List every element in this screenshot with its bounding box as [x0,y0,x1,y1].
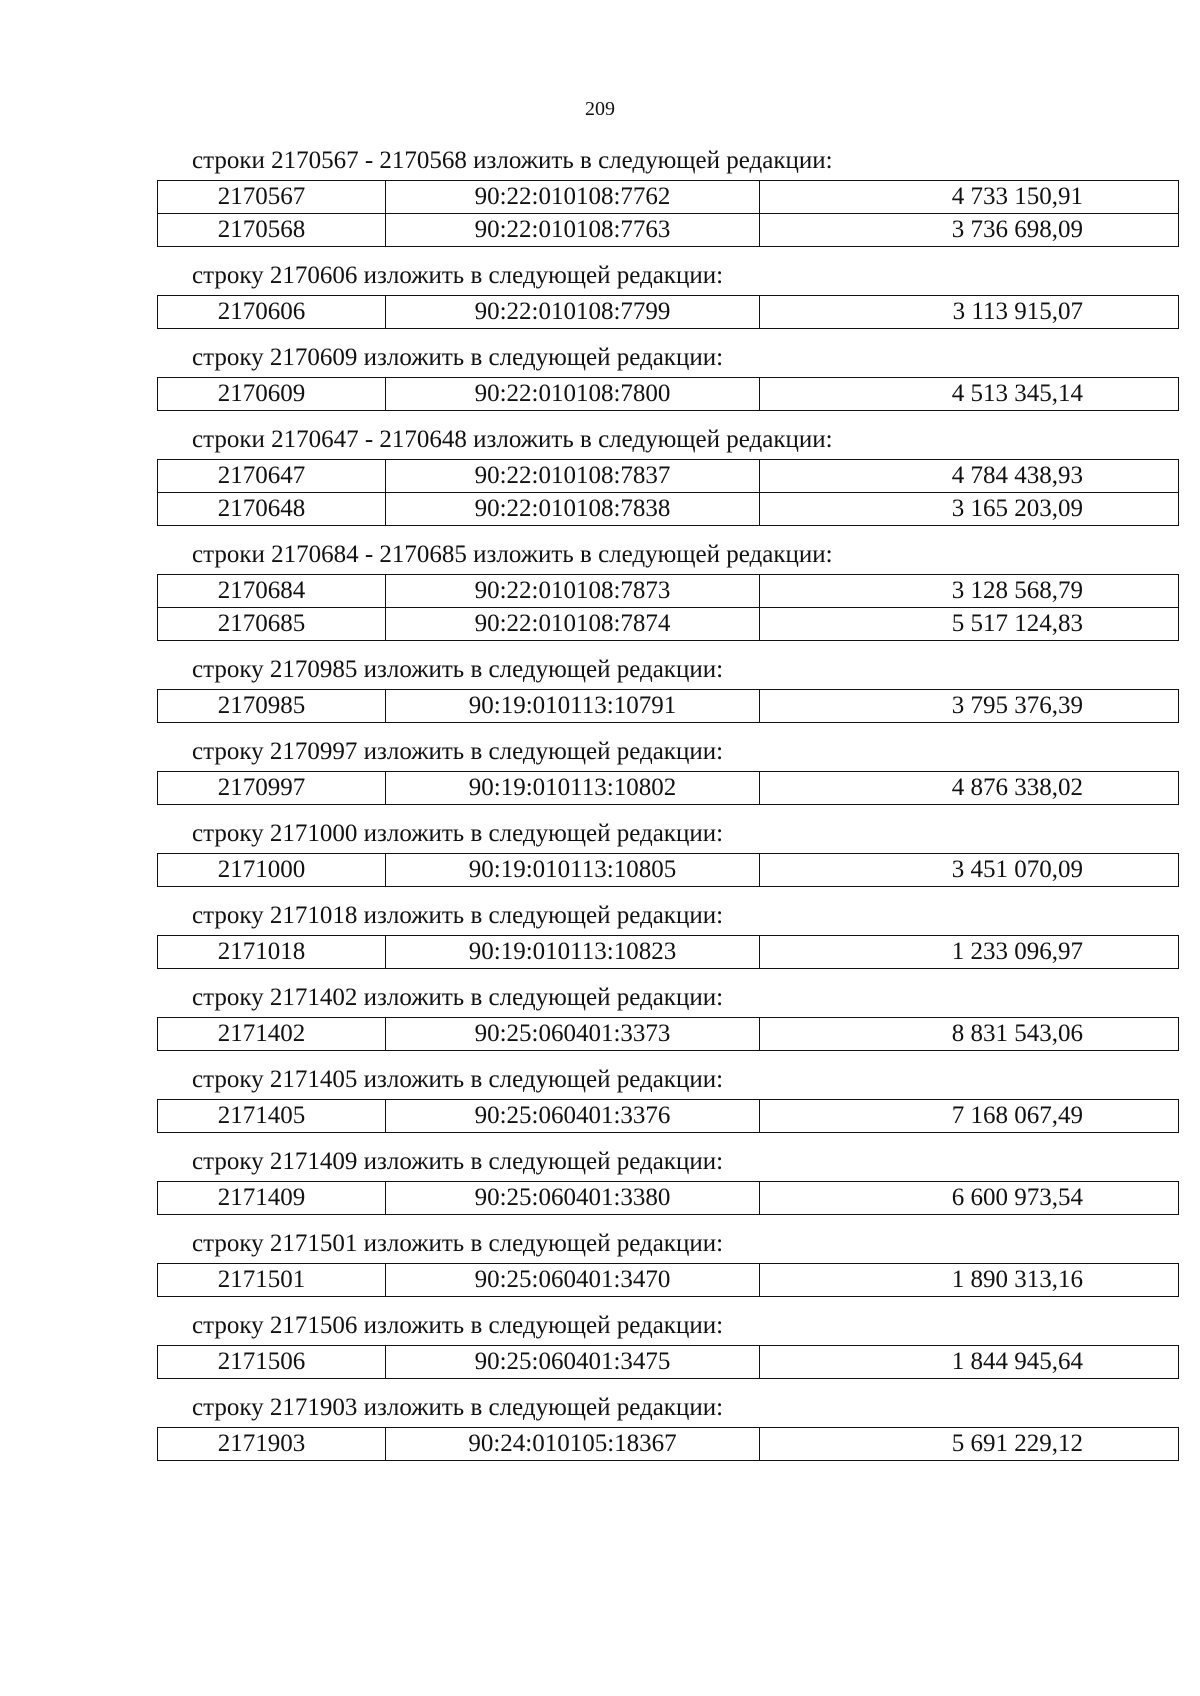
amendment-section [157,261,1083,329]
row-number-cell: 2171405 [158,1100,386,1133]
table-row [158,1264,1179,1297]
table-row [158,493,1179,526]
cadastral-number-cell: 90:25:060401:3470 [386,1264,760,1297]
table-row [158,460,1179,493]
document-body [157,146,1083,1475]
value-cell: 3 736 698,09 [760,214,1179,247]
row-number-cell: 2170609 [158,378,386,411]
table-row [158,1346,1179,1379]
table-row [158,296,1179,329]
cadastral-number-cell: 90:19:010113:10823 [386,936,760,969]
amendment-intro: строку 2170997 изложить в следующей редакции: [192,738,724,765]
amendment-intro: строку 2171501 изложить в следующей редакции: [192,1230,724,1257]
amendment-section [157,425,1083,526]
table-row [158,1018,1179,1051]
row-number-cell: 2170684 [158,575,386,608]
amendment-section [157,901,1083,969]
amendment-intro: строку 2170985 изложить в следующей редакции: [192,656,724,683]
row-number-cell: 2170985 [158,690,386,723]
table-row [158,690,1179,723]
cadastral-number-cell: 90:22:010108:7838 [386,493,760,526]
amendment-table [157,1263,1179,1297]
row-number-cell: 2170997 [158,772,386,805]
amendment-section [157,655,1083,723]
cadastral-number-cell: 90:25:060401:3475 [386,1346,760,1379]
value-cell: 4 513 345,14 [760,378,1179,411]
value-cell: 8 831 543,06 [760,1018,1179,1051]
cadastral-number-cell: 90:22:010108:7873 [386,575,760,608]
cadastral-number-cell: 90:19:010113:10802 [386,772,760,805]
amendment-intro: строку 2171405 изложить в следующей редакции: [192,1066,724,1093]
row-number-cell: 2170685 [158,608,386,641]
value-cell: 5 517 124,83 [760,608,1179,641]
row-number-cell: 2170648 [158,493,386,526]
amendment-intro: строки 2170567 - 2170568 изложить в следующей редакции: [192,147,833,174]
table-row [158,1100,1179,1133]
value-cell: 7 168 067,49 [760,1100,1179,1133]
cadastral-number-cell: 90:24:010105:18367 [386,1428,760,1461]
amendment-intro: строку 2171000 изложить в следующей редакции: [192,820,724,847]
amendment-section [157,737,1083,805]
amendment-section [157,1229,1083,1297]
amendment-intro: строки 2170647 - 2170648 изложить в следующей редакции: [192,426,833,453]
amendment-intro: строку 2171402 изложить в следующей редакции: [192,984,724,1011]
cadastral-number-cell: 90:19:010113:10791 [386,690,760,723]
amendment-table [157,1427,1179,1461]
value-cell: 3 165 203,09 [760,493,1179,526]
amendment-table [157,1181,1179,1215]
cadastral-number-cell: 90:22:010108:7874 [386,608,760,641]
amendment-section [157,1393,1083,1461]
cadastral-number-cell: 90:22:010108:7762 [386,181,760,214]
cadastral-number-cell: 90:19:010113:10805 [386,854,760,887]
cadastral-number-cell: 90:25:060401:3380 [386,1182,760,1215]
amendment-intro: строку 2171409 изложить в следующей редакции: [192,1148,724,1175]
row-number-cell: 2170567 [158,181,386,214]
amendment-table [157,459,1179,526]
value-cell: 3 113 915,07 [760,296,1179,329]
cadastral-number-cell: 90:25:060401:3373 [386,1018,760,1051]
amendment-section [157,343,1083,411]
amendment-section [157,819,1083,887]
amendment-table [157,377,1179,411]
amendment-table [157,574,1179,641]
amendment-section [157,983,1083,1051]
value-cell: 4 784 438,93 [760,460,1179,493]
amendment-table [157,771,1179,805]
value-cell: 1 844 945,64 [760,1346,1179,1379]
table-row [158,378,1179,411]
amendment-section [157,1147,1083,1215]
table-row [158,181,1179,214]
amendment-intro: строку 2171903 изложить в следующей редакции: [192,1394,724,1421]
amendment-section [157,540,1083,641]
amendment-table [157,935,1179,969]
value-cell: 1 233 096,97 [760,936,1179,969]
amendment-table [157,295,1179,329]
table-row [158,608,1179,641]
cadastral-number-cell: 90:25:060401:3376 [386,1100,760,1133]
row-number-cell: 2171402 [158,1018,386,1051]
table-row [158,854,1179,887]
amendment-intro: строку 2170606 изложить в следующей редакции: [192,262,724,289]
amendment-intro: строку 2171506 изложить в следующей редакции: [192,1312,724,1339]
value-cell: 6 600 973,54 [760,1182,1179,1215]
value-cell: 3 451 070,09 [760,854,1179,887]
cadastral-number-cell: 90:22:010108:7837 [386,460,760,493]
table-row [158,575,1179,608]
row-number-cell: 2171018 [158,936,386,969]
amendment-intro: строки 2170684 - 2170685 изложить в следующей редакции: [192,541,833,568]
value-cell: 1 890 313,16 [760,1264,1179,1297]
amendment-intro: строку 2171018 изложить в следующей редакции: [192,902,724,929]
cadastral-number-cell: 90:22:010108:7763 [386,214,760,247]
amendment-table [157,180,1179,247]
row-number-cell: 2171501 [158,1264,386,1297]
row-number-cell: 2171903 [158,1428,386,1461]
value-cell: 4 876 338,02 [760,772,1179,805]
table-row [158,1428,1179,1461]
value-cell: 3 795 376,39 [760,690,1179,723]
row-number-cell: 2171506 [158,1346,386,1379]
value-cell: 5 691 229,12 [760,1428,1179,1461]
table-row [158,1182,1179,1215]
table-row [158,772,1179,805]
cadastral-number-cell: 90:22:010108:7800 [386,378,760,411]
page-number: 209 [585,98,615,120]
table-row [158,936,1179,969]
row-number-cell: 2170606 [158,296,386,329]
row-number-cell: 2170647 [158,460,386,493]
amendment-table [157,1345,1179,1379]
amendment-table [157,1017,1179,1051]
row-number-cell: 2171409 [158,1182,386,1215]
table-row [158,214,1179,247]
row-number-cell: 2170568 [158,214,386,247]
row-number-cell: 2171000 [158,854,386,887]
amendment-table [157,689,1179,723]
value-cell: 3 128 568,79 [760,575,1179,608]
amendment-table [157,1099,1179,1133]
amendment-section [157,1311,1083,1379]
amendment-section [157,146,1083,247]
amendment-intro: строку 2170609 изложить в следующей редакции: [192,344,724,371]
value-cell: 4 733 150,91 [760,181,1179,214]
amendment-table [157,853,1179,887]
cadastral-number-cell: 90:22:010108:7799 [386,296,760,329]
amendment-section [157,1065,1083,1133]
